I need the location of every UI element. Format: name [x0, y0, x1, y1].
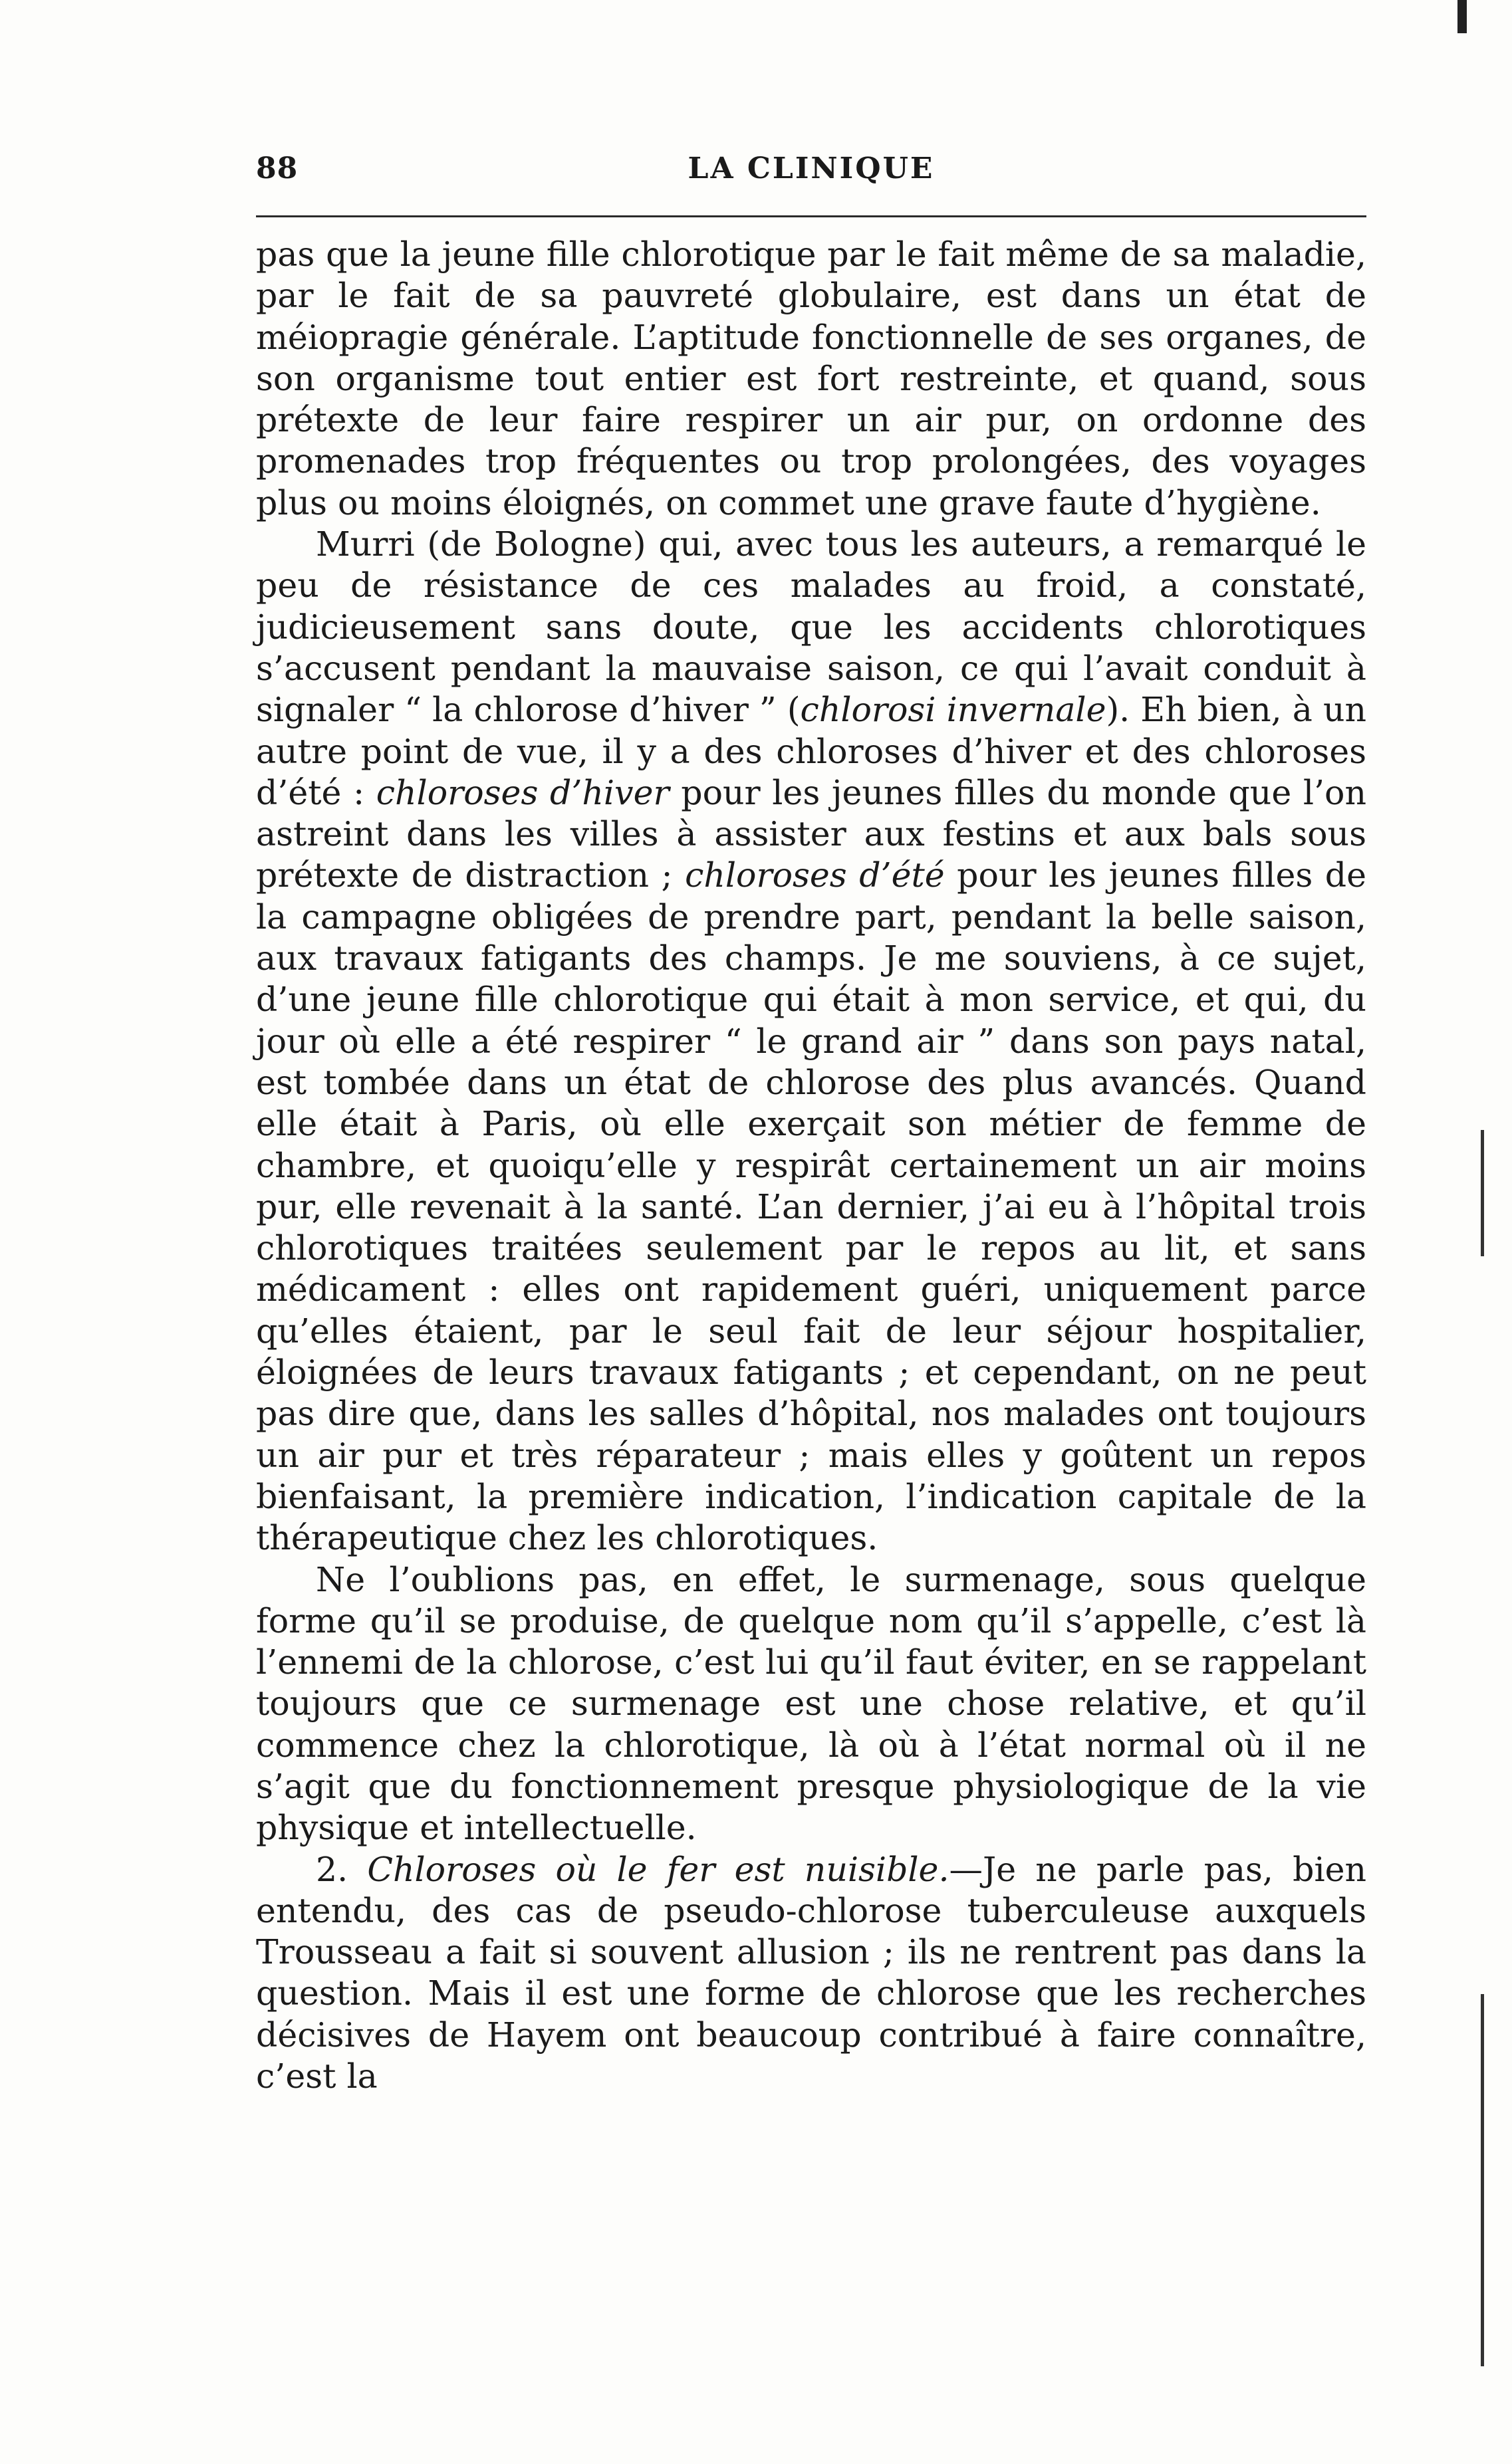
paragraph-4	[256, 1849, 1366, 2098]
scan-corner-mark	[1457, 0, 1467, 33]
page-number: 88	[256, 152, 299, 185]
scan-edge-line-upper	[1481, 1130, 1484, 1256]
running-title: LA CLINIQUE	[688, 152, 935, 185]
paragraph-2-italic-ete: chloroses d’été	[685, 855, 945, 895]
paragraph-1: pas que la jeune fille chlorotique par le fait même de sa maladie, par le fait de sa pauvreté globulaire, est dans un état de méiopragie générale. L’aptitude fonctionnelle de ses organes, de son organisme tout entier est fort restreinte, et quand, sous prétexte de leur faire respirer un air pur, on ordonne des promenades trop fréquentes ou trop prolongées, des voyages plus ou moins éloignés, on commet une grave faute d’hygiène.	[256, 235, 1366, 522]
paragraph-2-text-a: Murri (de Bologne) qui, avec tous les auteurs, a remarqué le peu de résistance de ces malades au froid, a constaté, judicieusement sans doute, que les accidents chlorotiques s’accusent pendant la mauvaise saison, ce qui l’avait conduit à signaler “ la chlorose d’hiver ” (	[256, 524, 1366, 730]
paragraph-2-text-b: ). Eh bien, à un autre point de vue, il y a des chloroses d’hiver et des chloroses d’été :	[256, 690, 1366, 812]
paragraph-2	[256, 524, 1366, 1559]
section-heading: Chloroses où le fer est nuisible.	[367, 1849, 949, 1889]
page-header	[256, 152, 1366, 198]
scan-edge-line-lower	[1481, 1994, 1484, 2366]
paragraph-3: Ne l’oublions pas, en effet, le surmenage, sous quelque forme qu’il se produise, de quelque nom qu’il s’appelle, c’est là l’ennemi de la chlorose, c’est lui qu’il faut éviter, en se rappelant toujours que ce surmenage est une chose relative, et qu’il commence chez la chlorotique, là où à l’état normal où il ne s’agit que du fonctionnement presque physiologique de la vie physique et intellectuelle.	[256, 1559, 1366, 1848]
header-rule	[256, 215, 1366, 217]
body-text	[256, 234, 1366, 2097]
section-number: 2.	[316, 1849, 348, 1889]
paragraph-2-italic-chlorosi: chlorosi invernale	[800, 690, 1106, 730]
paragraph-2-italic-hiver: chloroses d’hiver	[376, 772, 670, 812]
paragraph-4-text: —Je ne parle pas, bien entendu, des cas de pseudo-chlorose tuberculeuse auxquels Trousseau a fait si souvent allusion ; ils ne rentrent pas dans la question. Mais il est une forme de chlorose que les recherches décisives de Hayem ont beaucoup contribué à faire connaître, c’est la	[256, 1849, 1367, 2096]
paragraph-2-text-d: pour les jeunes filles de la campagne obligées de prendre part, pendant la belle saison, aux travaux fatigants des champs. Je me souviens, à ce sujet, d’une jeune fille chlorotique qui était à mon service, et qui, du jour où elle a été respirer “ le grand air ” dans son pays natal, est tombée dans un état de chlorose des plus avancés. Quand elle était à Paris, où elle exerçait son métier de femme de chambre, et quoiqu’elle y respirât certainement un air moins pur, elle revenait à la santé. L’an dernier, j’ai eu à l’hôpital trois chlorotiques traitées seulement par le repos au lit, et sans médicament : elles ont rapidement guéri, uniquement parce qu’elles étaient, par le seul fait de leur séjour hospitalier, éloignées de leurs travaux fatigants ; et cependant, on ne peut pas dire que, dans les salles d’hôpital, nos malades ont toujours un air pur et très réparateur ; mais elles y goûtent un repos bienfaisant, la première indication, l’indication capitale de la thérapeutique chez les chlorotiques.	[256, 855, 1366, 1558]
paragraph-2-text-c: pour les jeunes filles du monde que l’on astreint dans les villes à assister aux festins et aux bals sous prétexte de distraction ;	[256, 772, 1366, 895]
